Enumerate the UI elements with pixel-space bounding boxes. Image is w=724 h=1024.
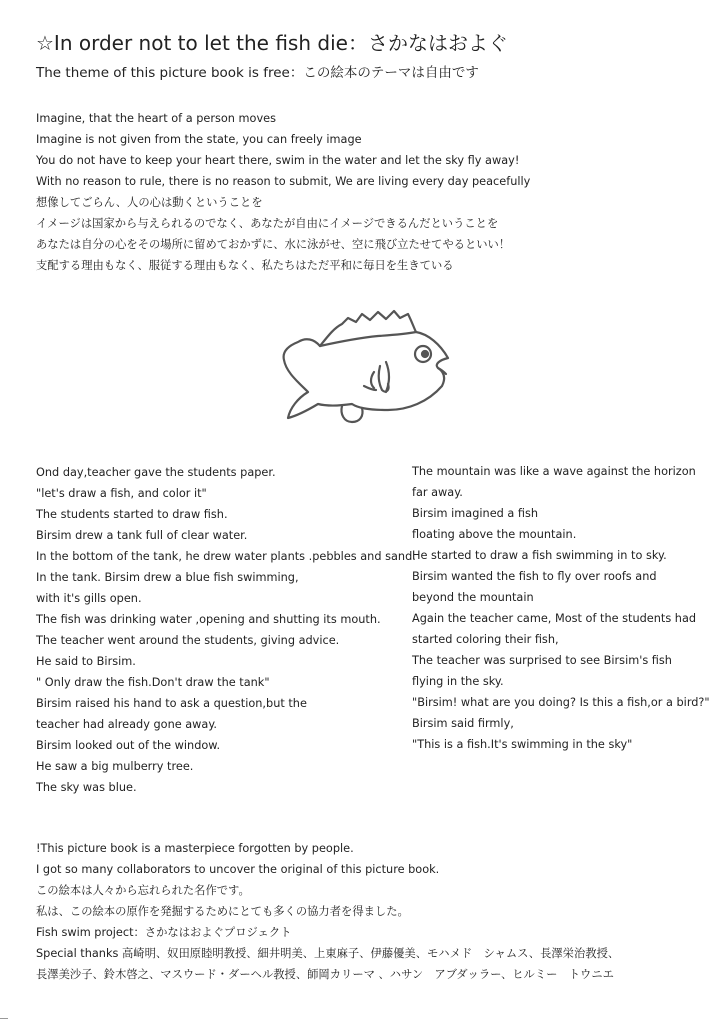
story-line: flying in the sky. <box>412 675 504 688</box>
story-line: Birsim said firmly, <box>412 717 514 730</box>
story-right-column <box>412 461 712 755</box>
story-line: The fish was drinking water ,opening and shutting its mouth. <box>36 613 381 626</box>
intro-line: 支配する理由もなく、服従する理由もなく、私たちはただ平和に毎日を生きている <box>36 259 454 272</box>
story-line: He saw a big mulberry tree. <box>36 760 194 773</box>
intro-line: Imagine, that the heart of a person moves <box>36 112 276 125</box>
page-subtitle: The theme of this picture book is free：この絵本のテーマは自由です <box>36 65 479 81</box>
story-line: The teacher was surprised to see Birsim's fish <box>412 654 672 667</box>
intro-line: With no reason to rule, there is no reason to submit, We are living every day peacefully <box>36 175 531 188</box>
story-line: Birsim wanted the fish to fly over roofs and <box>412 570 657 583</box>
story-line: Birsim imagined a fish <box>412 507 539 520</box>
story-line: In the bottom of the tank, he drew water plants .pebbles and sand. <box>36 550 416 563</box>
story-line: In the tank. Birsim drew a blue fish swimming, <box>36 571 299 584</box>
story-line: The mountain was like a wave against the horizon <box>412 465 696 478</box>
story-line: Birsim drew a tank full of clear water. <box>36 529 248 542</box>
intro-line: Imagine is not given from the state, you can freely image <box>36 133 362 146</box>
story-line: floating above the mountain. <box>412 528 577 541</box>
fish-drawing-icon <box>278 302 458 432</box>
story-line: Birsim looked out of the window. <box>36 739 221 752</box>
story-line: teacher had already gone away. <box>36 718 218 731</box>
corner-mark <box>0 1018 8 1019</box>
credits-line: I got so many collaborators to uncover the original of this picture book. <box>36 863 440 876</box>
intro-line: 想像してごらん、人の心は動くということを <box>36 196 263 209</box>
credits-line: 私は、この絵本の原作を発掘するためにとても多くの協力者を得ました。 <box>36 905 409 918</box>
intro-paragraph <box>36 108 696 276</box>
story-line: Again the teacher came, Most of the students had <box>412 612 697 625</box>
story-line: He said to Birsim. <box>36 655 136 668</box>
story-line: The teacher went around the students, giving advice. <box>36 634 340 647</box>
story-line: The sky was blue. <box>36 781 137 794</box>
story-line: far away. <box>412 486 463 499</box>
intro-line: あなたは自分の心をその場所に留めておかずに、水に泳がせ、空に飛び立たせてやるといい！ <box>36 238 511 251</box>
story-line: "let's draw a fish, and color it" <box>36 487 207 500</box>
intro-line: イメージは国家から与えられるのでなく、あなたが自由にイメージできるんだということを <box>36 217 499 230</box>
intro-line: You do not have to keep your heart there, swim in the water and let the sky fly away! <box>36 154 520 167</box>
credits-line: 長澤美沙子、鈴木啓之、マスウード・ダーヘル教授、師岡カリーマ 、ハサン アブダッラー、ヒルミー トウニエ <box>36 968 614 981</box>
story-line: started coloring their fish, <box>412 633 559 646</box>
story-line: The students started to draw fish. <box>36 508 228 521</box>
story-line: "This is a fish.It's swimming in the sky" <box>412 738 633 751</box>
story-line: beyond the mountain <box>412 591 534 604</box>
page-title: ☆In order not to let the fish die：さかなはおよぐ <box>36 31 508 55</box>
story-line: He started to draw a fish swimming in to sky. <box>412 549 667 562</box>
story-left-column <box>36 462 416 798</box>
story-line: "Birsim! what are you doing? Is this a fish,or a bird?" <box>412 696 710 709</box>
credits-section <box>36 838 716 985</box>
story-line: Birsim raised his hand to ask a question,but the <box>36 697 307 710</box>
credits-line: Special thanks 高崎明、奴田原睦明教授、細井明美、上東麻子、伊藤優美、モハメド シャムス、長澤栄治教授、 <box>36 947 620 960</box>
story-line: " Only draw the fish.Don't draw the tank" <box>36 676 270 689</box>
story-line: with it's gills open. <box>36 592 142 605</box>
story-line: Ond day,teacher gave the students paper. <box>36 466 276 479</box>
credits-line: !This picture book is a masterpiece forgotten by people. <box>36 842 354 855</box>
credits-line: Fish swim project：さかなはおよぐプロジェクト <box>36 926 292 939</box>
credits-line: この絵本は人々から忘れられた名作です。 <box>36 884 250 897</box>
